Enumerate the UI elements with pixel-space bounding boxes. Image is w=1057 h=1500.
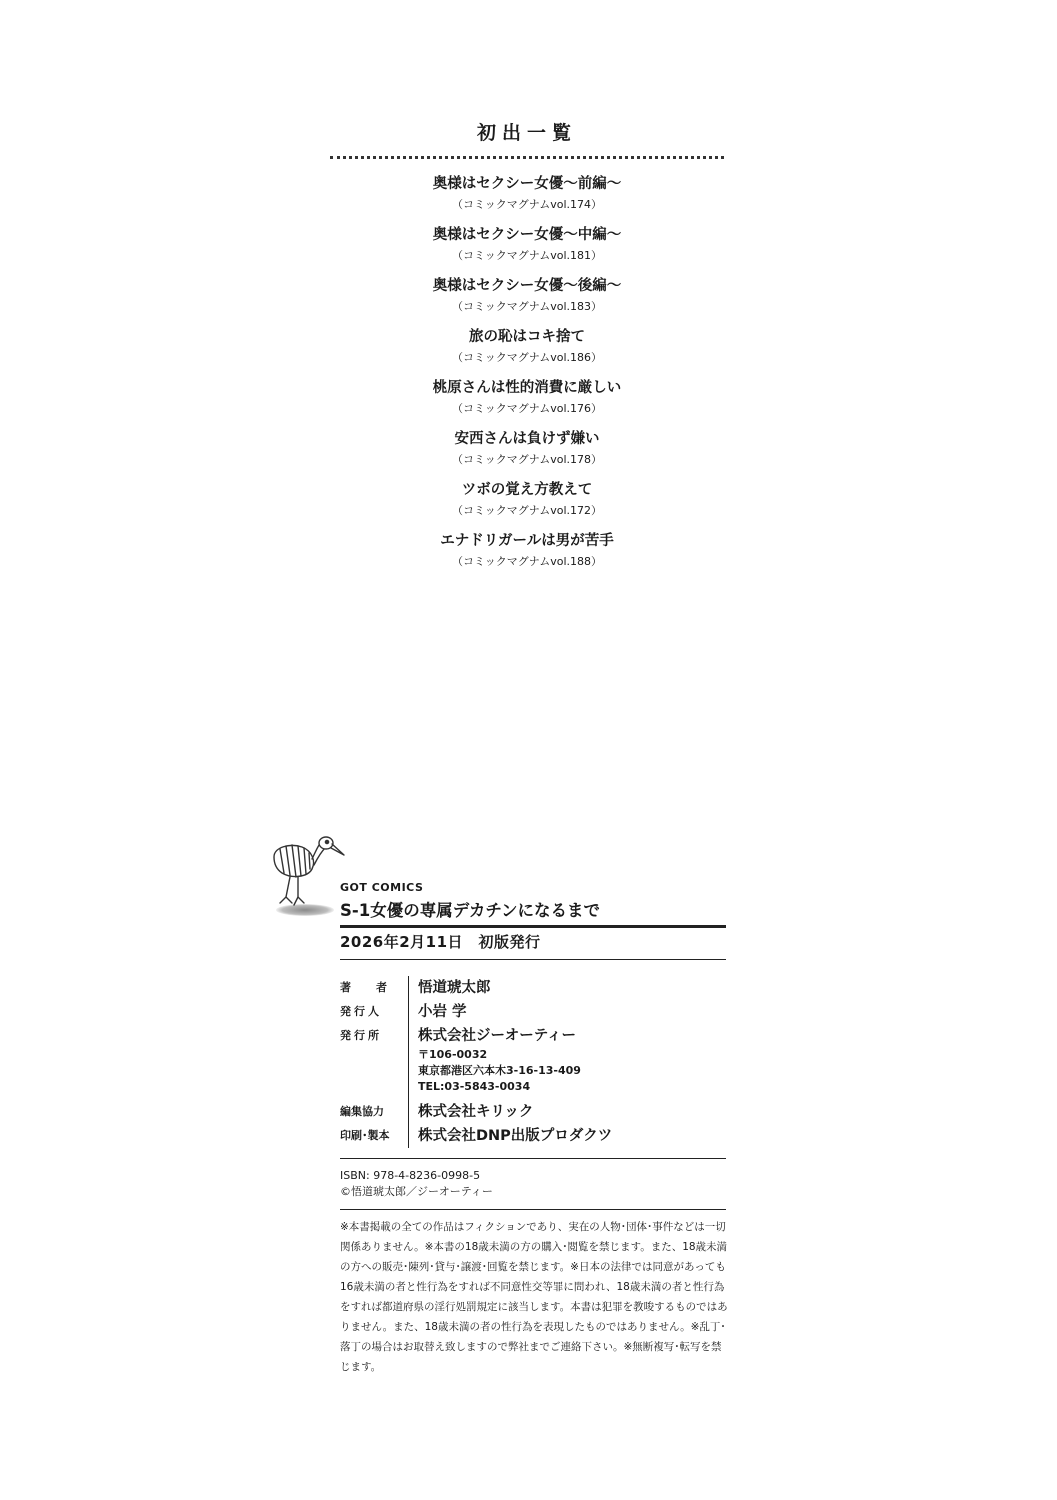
credit-role: 印刷･製本 bbox=[340, 1129, 390, 1142]
story-title: ツボの覚え方教えて bbox=[461, 482, 593, 498]
imprint-label: GOT COMICS bbox=[340, 881, 424, 894]
list-item bbox=[330, 224, 724, 275]
credit-row-author bbox=[340, 976, 726, 1000]
story-source: （コミックマグナムvol.188） bbox=[451, 555, 603, 568]
credit-role: 発行人 bbox=[340, 1005, 382, 1018]
list-item bbox=[330, 275, 724, 326]
copyright: ©悟道琥太郎／ジーオーティー bbox=[340, 1185, 493, 1198]
notice-divider bbox=[340, 1209, 726, 1210]
credit-row-company bbox=[340, 1024, 726, 1048]
credits-divider bbox=[408, 976, 409, 1148]
story-source: （コミックマグナムvol.176） bbox=[451, 402, 603, 415]
credit-row-address bbox=[340, 1048, 726, 1100]
story-title: 奥様はセクシー女優〜後編〜 bbox=[432, 278, 622, 294]
phone-number: TEL:03-5843-0034 bbox=[418, 1080, 531, 1093]
story-source: （コミックマグナムvol.181） bbox=[451, 249, 603, 262]
edition-date: 2026年2月11日 初版発行 bbox=[340, 933, 541, 951]
story-title: 旅の恥はコキ捨て bbox=[469, 329, 585, 345]
story-title: 安西さんは負けず嫌い bbox=[454, 431, 600, 447]
book-title: S-1女優の専属デカチンになるまで bbox=[340, 901, 601, 920]
story-title: エナドリガールは男が苦手 bbox=[440, 533, 614, 549]
list-item bbox=[330, 530, 724, 581]
list-item bbox=[330, 428, 724, 479]
colophon bbox=[340, 880, 726, 1377]
staff-credits bbox=[340, 976, 726, 1148]
street-address: 東京都港区六本木3-16-13-409 bbox=[418, 1064, 581, 1077]
story-title: 奥様はセクシー女優〜中編〜 bbox=[432, 227, 622, 243]
editing-company: 株式会社キリック bbox=[418, 1104, 534, 1120]
company-name: 株式会社ジーオーティー bbox=[418, 1028, 577, 1044]
publisher-name: 小岩 学 bbox=[418, 1004, 467, 1020]
legal-notice: ※本書掲載の全ての作品はフィクションであり、実在の人物･団体･事件などは一切関係ありません。※本書の18歳未満の方の購入･閲覧を禁じます。また、18歳未満の方への販売･陳列･貸与･譲渡･回覧を禁じます。※日本の法律では同意があっても16歳未満の者と性行為をすれば不同意性交等罪に問われ、18歳未満の者と性行為をすれば都道府県の淫行処罰規定に該当します。本書は犯罪を教唆するものではありません。また、18歳未満の者の性行為を表現したものではありません。※乱丁･落丁の場合はお取替え致しますので弊社までご連絡下さい。※無断複写･転写を禁じます。 bbox=[340, 1221, 728, 1373]
credit-row-publisher bbox=[340, 1000, 726, 1024]
credit-row-editing bbox=[340, 1100, 726, 1124]
story-source: （コミックマグナムvol.172） bbox=[451, 504, 603, 517]
credit-row-printing bbox=[340, 1124, 726, 1148]
story-source: （コミックマグナムvol.178） bbox=[451, 453, 603, 466]
toc-title: 初出一覧 bbox=[476, 122, 577, 144]
story-source: （コミックマグナムvol.186） bbox=[451, 351, 603, 364]
first-appearance-list bbox=[330, 118, 724, 581]
list-item bbox=[330, 326, 724, 377]
story-source: （コミックマグナムvol.183） bbox=[451, 300, 603, 313]
company-address bbox=[418, 1047, 581, 1095]
isbn: ISBN: 978-4-8236-0998-5 bbox=[340, 1169, 481, 1182]
author-name: 悟道琥太郎 bbox=[418, 980, 491, 996]
dotted-divider bbox=[330, 156, 724, 159]
story-source: （コミックマグナムvol.174） bbox=[451, 198, 603, 211]
toc-list bbox=[330, 173, 724, 581]
bird-logo-icon bbox=[268, 835, 346, 917]
credit-role: 著 者 bbox=[340, 981, 394, 994]
edition-divider bbox=[340, 959, 726, 960]
credit-role: 編集協力 bbox=[340, 1105, 384, 1118]
story-title: 奥様はセクシー女優〜前編〜 bbox=[432, 176, 622, 192]
list-item bbox=[330, 479, 724, 530]
list-item bbox=[330, 173, 724, 224]
postal-code: 〒106-0032 bbox=[418, 1048, 488, 1061]
credit-role: 発行所 bbox=[340, 1029, 382, 1042]
story-title: 桃原さんは性的消費に厳しい bbox=[432, 380, 622, 396]
credits-bottom-divider bbox=[340, 1158, 726, 1159]
list-item bbox=[330, 377, 724, 428]
printing-company: 株式会社DNP出版プロダクツ bbox=[418, 1128, 613, 1144]
